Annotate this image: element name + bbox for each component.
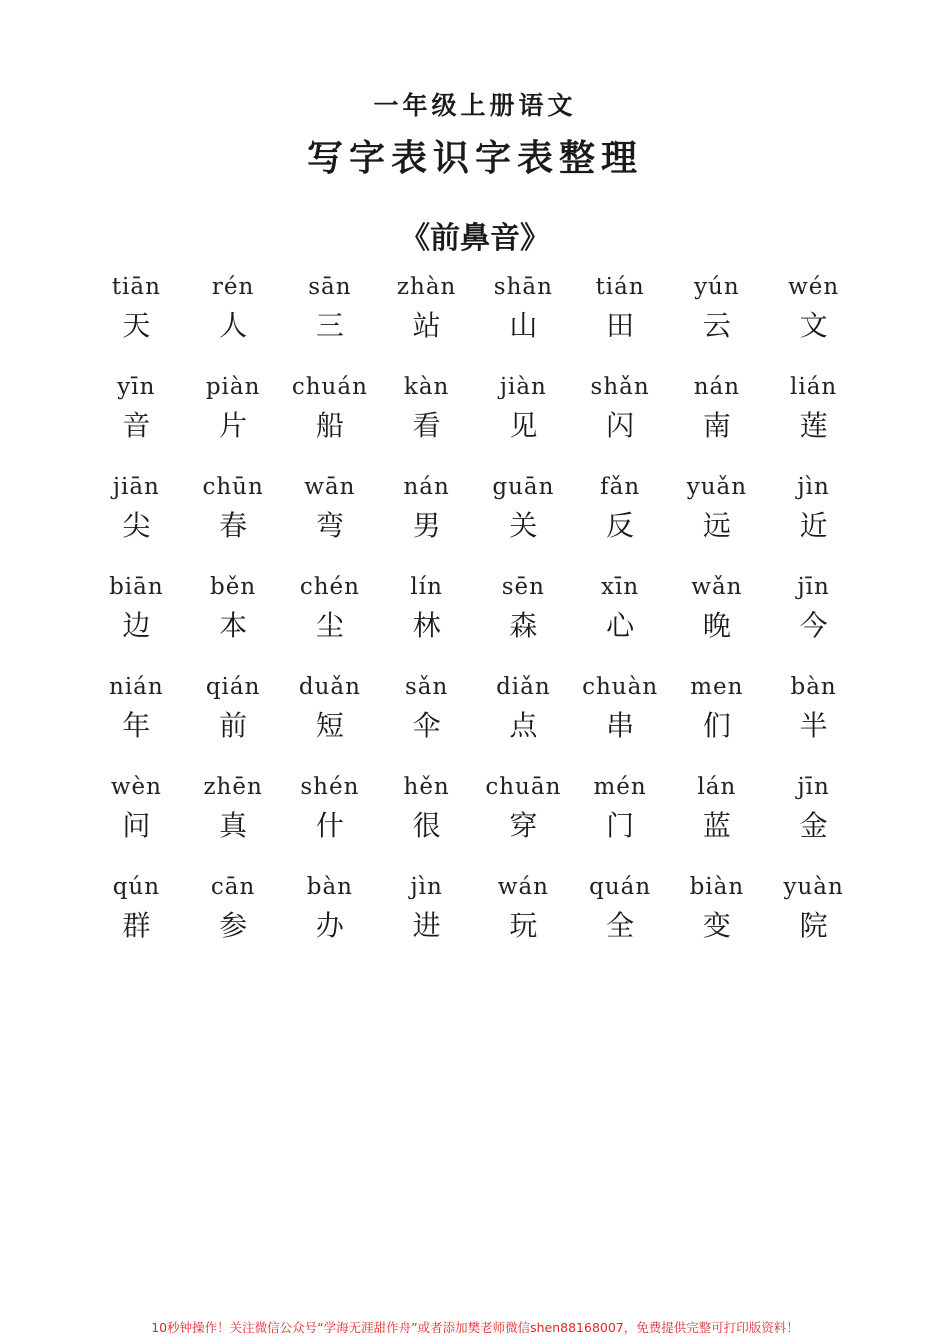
- character-cell: [765, 868, 862, 968]
- character-cell: [765, 568, 862, 668]
- character-cell: [572, 668, 669, 768]
- pinyin-label: běn: [210, 574, 257, 600]
- pinyin-label: lán: [697, 774, 737, 800]
- hanzi-character: 弯: [315, 509, 344, 542]
- hanzi-character: 天: [122, 309, 151, 342]
- character-cell: [572, 368, 669, 468]
- pinyin-label: bàn: [306, 874, 353, 900]
- hanzi-character: 春: [219, 509, 248, 542]
- hanzi-character: 远: [702, 509, 731, 542]
- character-cell: [378, 868, 475, 968]
- hanzi-character: 今: [799, 609, 828, 642]
- character-cell: [282, 268, 379, 368]
- hanzi-character: 串: [606, 709, 635, 742]
- character-cell: [572, 468, 669, 568]
- hanzi-character: 人: [219, 309, 248, 342]
- pinyin-label: jiān: [112, 474, 160, 500]
- hanzi-character: 尖: [122, 509, 151, 542]
- pinyin-label: fǎn: [600, 474, 641, 500]
- pinyin-label: men: [690, 674, 744, 700]
- character-row: [88, 568, 862, 668]
- pinyin-label: diǎn: [496, 674, 551, 700]
- hanzi-character: 山: [509, 309, 538, 342]
- character-cell: [185, 468, 282, 568]
- pinyin-label: jīn: [797, 774, 830, 800]
- pinyin-label: jìn: [797, 474, 830, 500]
- character-cell: [669, 668, 766, 768]
- character-row: [88, 268, 862, 368]
- footer-notice: 10秒钟操作！关注微信公众号“学海无涯甜作舟”或者添加樊老师微信shen88168007，免费提供完整可打印版资料！: [151, 1320, 799, 1335]
- pinyin-label: sēn: [501, 574, 545, 600]
- character-row: [88, 768, 862, 868]
- character-cell: [378, 768, 475, 868]
- character-cell: [572, 268, 669, 368]
- hanzi-character: 年: [122, 709, 151, 742]
- hanzi-character: 本: [219, 609, 248, 642]
- character-cell: [669, 268, 766, 368]
- character-cell: [765, 368, 862, 468]
- pinyin-label: nán: [403, 474, 450, 500]
- character-cell: [669, 568, 766, 668]
- hanzi-character: 参: [219, 909, 248, 942]
- character-cell: [88, 768, 185, 868]
- hanzi-character: 反: [606, 509, 635, 542]
- hanzi-character: 问: [122, 809, 151, 842]
- pinyin-label: jīn: [797, 574, 830, 600]
- pinyin-label: wān: [304, 474, 356, 500]
- character-row: [88, 668, 862, 768]
- hanzi-character: 三: [315, 309, 344, 342]
- hanzi-character: 群: [122, 909, 151, 942]
- character-cell: [88, 668, 185, 768]
- character-cell: [185, 668, 282, 768]
- hanzi-character: 森: [509, 609, 538, 642]
- hanzi-character: 尘: [315, 609, 344, 642]
- pinyin-label: cān: [210, 874, 256, 900]
- character-row: [88, 368, 862, 468]
- character-cell: [282, 468, 379, 568]
- hanzi-character: 们: [702, 709, 731, 742]
- character-cell: [475, 568, 572, 668]
- character-cell: [282, 568, 379, 668]
- pinyin-label: bàn: [790, 674, 837, 700]
- pinyin-label: sān: [308, 274, 352, 300]
- character-cell: [572, 768, 669, 868]
- pinyin-label: quán: [589, 874, 652, 900]
- hanzi-character: 全: [606, 909, 635, 942]
- character-cell: [282, 368, 379, 468]
- pinyin-label: shǎn: [590, 374, 650, 400]
- hanzi-character: 林: [412, 609, 441, 642]
- pinyin-label: sǎn: [404, 674, 449, 700]
- hanzi-character: 边: [122, 609, 151, 642]
- pinyin-label: guān: [492, 474, 555, 500]
- hanzi-character: 前: [219, 709, 248, 742]
- pinyin-label: shān: [493, 274, 553, 300]
- hanzi-character: 办: [315, 909, 344, 942]
- hanzi-character: 玩: [509, 909, 538, 942]
- character-cell: [378, 468, 475, 568]
- pinyin-label: yuàn: [783, 874, 844, 900]
- hanzi-character: 院: [799, 909, 828, 942]
- hanzi-character: 男: [412, 509, 441, 542]
- pinyin-label: xīn: [601, 574, 640, 600]
- character-cell: [185, 368, 282, 468]
- pinyin-label: zhàn: [396, 274, 457, 300]
- character-cell: [185, 868, 282, 968]
- character-cell: [378, 668, 475, 768]
- pinyin-label: duǎn: [298, 674, 361, 700]
- pinyin-label: piàn: [205, 374, 261, 400]
- hanzi-character: 很: [412, 809, 441, 842]
- character-cell: [185, 568, 282, 668]
- character-cell: [669, 768, 766, 868]
- character-cell: [282, 868, 379, 968]
- character-cell: [185, 268, 282, 368]
- character-row: [88, 868, 862, 968]
- pinyin-label: qián: [205, 674, 261, 700]
- hanzi-character: 点: [509, 709, 538, 742]
- pinyin-label: chuān: [485, 774, 562, 800]
- hanzi-character: 进: [412, 909, 441, 942]
- pinyin-label: wén: [788, 274, 840, 300]
- hanzi-character: 音: [122, 409, 151, 442]
- page-title: 写字表识字表整理: [306, 137, 643, 179]
- hanzi-character: 关: [509, 509, 538, 542]
- character-cell: [475, 768, 572, 868]
- hanzi-character: 心: [606, 609, 635, 642]
- pinyin-label: nán: [693, 374, 741, 400]
- character-cell: [765, 268, 862, 368]
- character-cell: [669, 368, 766, 468]
- hanzi-character: 蓝: [702, 809, 731, 842]
- pinyin-label: wǎn: [691, 574, 743, 600]
- hanzi-character: 真: [219, 809, 248, 842]
- hanzi-character: 见: [509, 409, 538, 442]
- hanzi-character: 门: [606, 809, 635, 842]
- hanzi-character: 文: [799, 309, 828, 342]
- hanzi-character: 半: [799, 709, 828, 742]
- character-cell: [378, 268, 475, 368]
- character-cell: [475, 668, 572, 768]
- pinyin-label: lín: [410, 574, 443, 600]
- hanzi-character: 金: [799, 809, 828, 842]
- pinyin-label: yuǎn: [686, 474, 748, 500]
- hanzi-character: 田: [606, 309, 635, 342]
- character-cell: [88, 468, 185, 568]
- hanzi-character: 近: [799, 509, 828, 542]
- hanzi-character: 什: [315, 809, 344, 842]
- character-cell: [669, 468, 766, 568]
- character-cell: [282, 668, 379, 768]
- hanzi-character: 伞: [412, 709, 441, 742]
- pinyin-label: hěn: [403, 774, 450, 800]
- character-cell: [475, 868, 572, 968]
- hanzi-character: 南: [702, 409, 731, 442]
- hanzi-character: 站: [412, 309, 441, 342]
- pinyin-label: jiàn: [499, 374, 547, 400]
- hanzi-character: 短: [315, 709, 344, 742]
- pinyin-label: wèn: [110, 774, 162, 800]
- character-cell: [88, 268, 185, 368]
- pinyin-label: lián: [790, 374, 838, 400]
- pinyin-label: tiān: [111, 274, 161, 300]
- character-cell: [475, 368, 572, 468]
- hanzi-character: 莲: [799, 409, 828, 442]
- pinyin-label: yīn: [117, 374, 156, 400]
- character-cell: [378, 368, 475, 468]
- character-row: [88, 468, 862, 568]
- character-cell: [282, 768, 379, 868]
- character-cell: [572, 868, 669, 968]
- page-subtitle: 一年级上册语文: [373, 91, 577, 120]
- character-cell: [765, 768, 862, 868]
- pinyin-label: chuàn: [582, 674, 659, 700]
- pinyin-label: biàn: [689, 874, 745, 900]
- pinyin-label: zhēn: [203, 774, 263, 800]
- hanzi-character: 穿: [509, 809, 538, 842]
- character-cell: [475, 468, 572, 568]
- character-cell: [572, 568, 669, 668]
- pinyin-label: wán: [497, 874, 549, 900]
- character-cell: [185, 768, 282, 868]
- character-cell: [669, 868, 766, 968]
- pinyin-label: nián: [109, 674, 164, 700]
- character-cell: [88, 568, 185, 668]
- hanzi-character: 闪: [606, 409, 635, 442]
- character-cell: [88, 368, 185, 468]
- pinyin-label: yún: [694, 274, 740, 300]
- pinyin-label: jìn: [410, 874, 443, 900]
- character-cell: [475, 268, 572, 368]
- hanzi-character: 变: [702, 909, 731, 942]
- hanzi-character: 片: [219, 409, 248, 442]
- section-title: 《前鼻音》: [400, 221, 550, 256]
- hanzi-character: 船: [315, 409, 344, 442]
- pinyin-label: kàn: [403, 374, 450, 400]
- pinyin-label: chūn: [202, 474, 264, 500]
- hanzi-character: 晚: [702, 609, 731, 642]
- pinyin-label: chuán: [291, 374, 368, 400]
- character-cell: [378, 568, 475, 668]
- character-cell: [765, 468, 862, 568]
- character-cell: [88, 868, 185, 968]
- pinyin-label: chén: [299, 574, 360, 600]
- character-cell: [765, 668, 862, 768]
- pinyin-label: rén: [211, 274, 255, 300]
- hanzi-character: 看: [412, 409, 441, 442]
- pinyin-label: mén: [593, 774, 647, 800]
- character-grid: [88, 268, 862, 968]
- pinyin-label: qún: [112, 874, 161, 900]
- hanzi-character: 云: [702, 309, 731, 342]
- pinyin-label: tián: [595, 274, 645, 300]
- pinyin-label: biān: [109, 574, 164, 600]
- pinyin-label: shén: [300, 774, 360, 800]
